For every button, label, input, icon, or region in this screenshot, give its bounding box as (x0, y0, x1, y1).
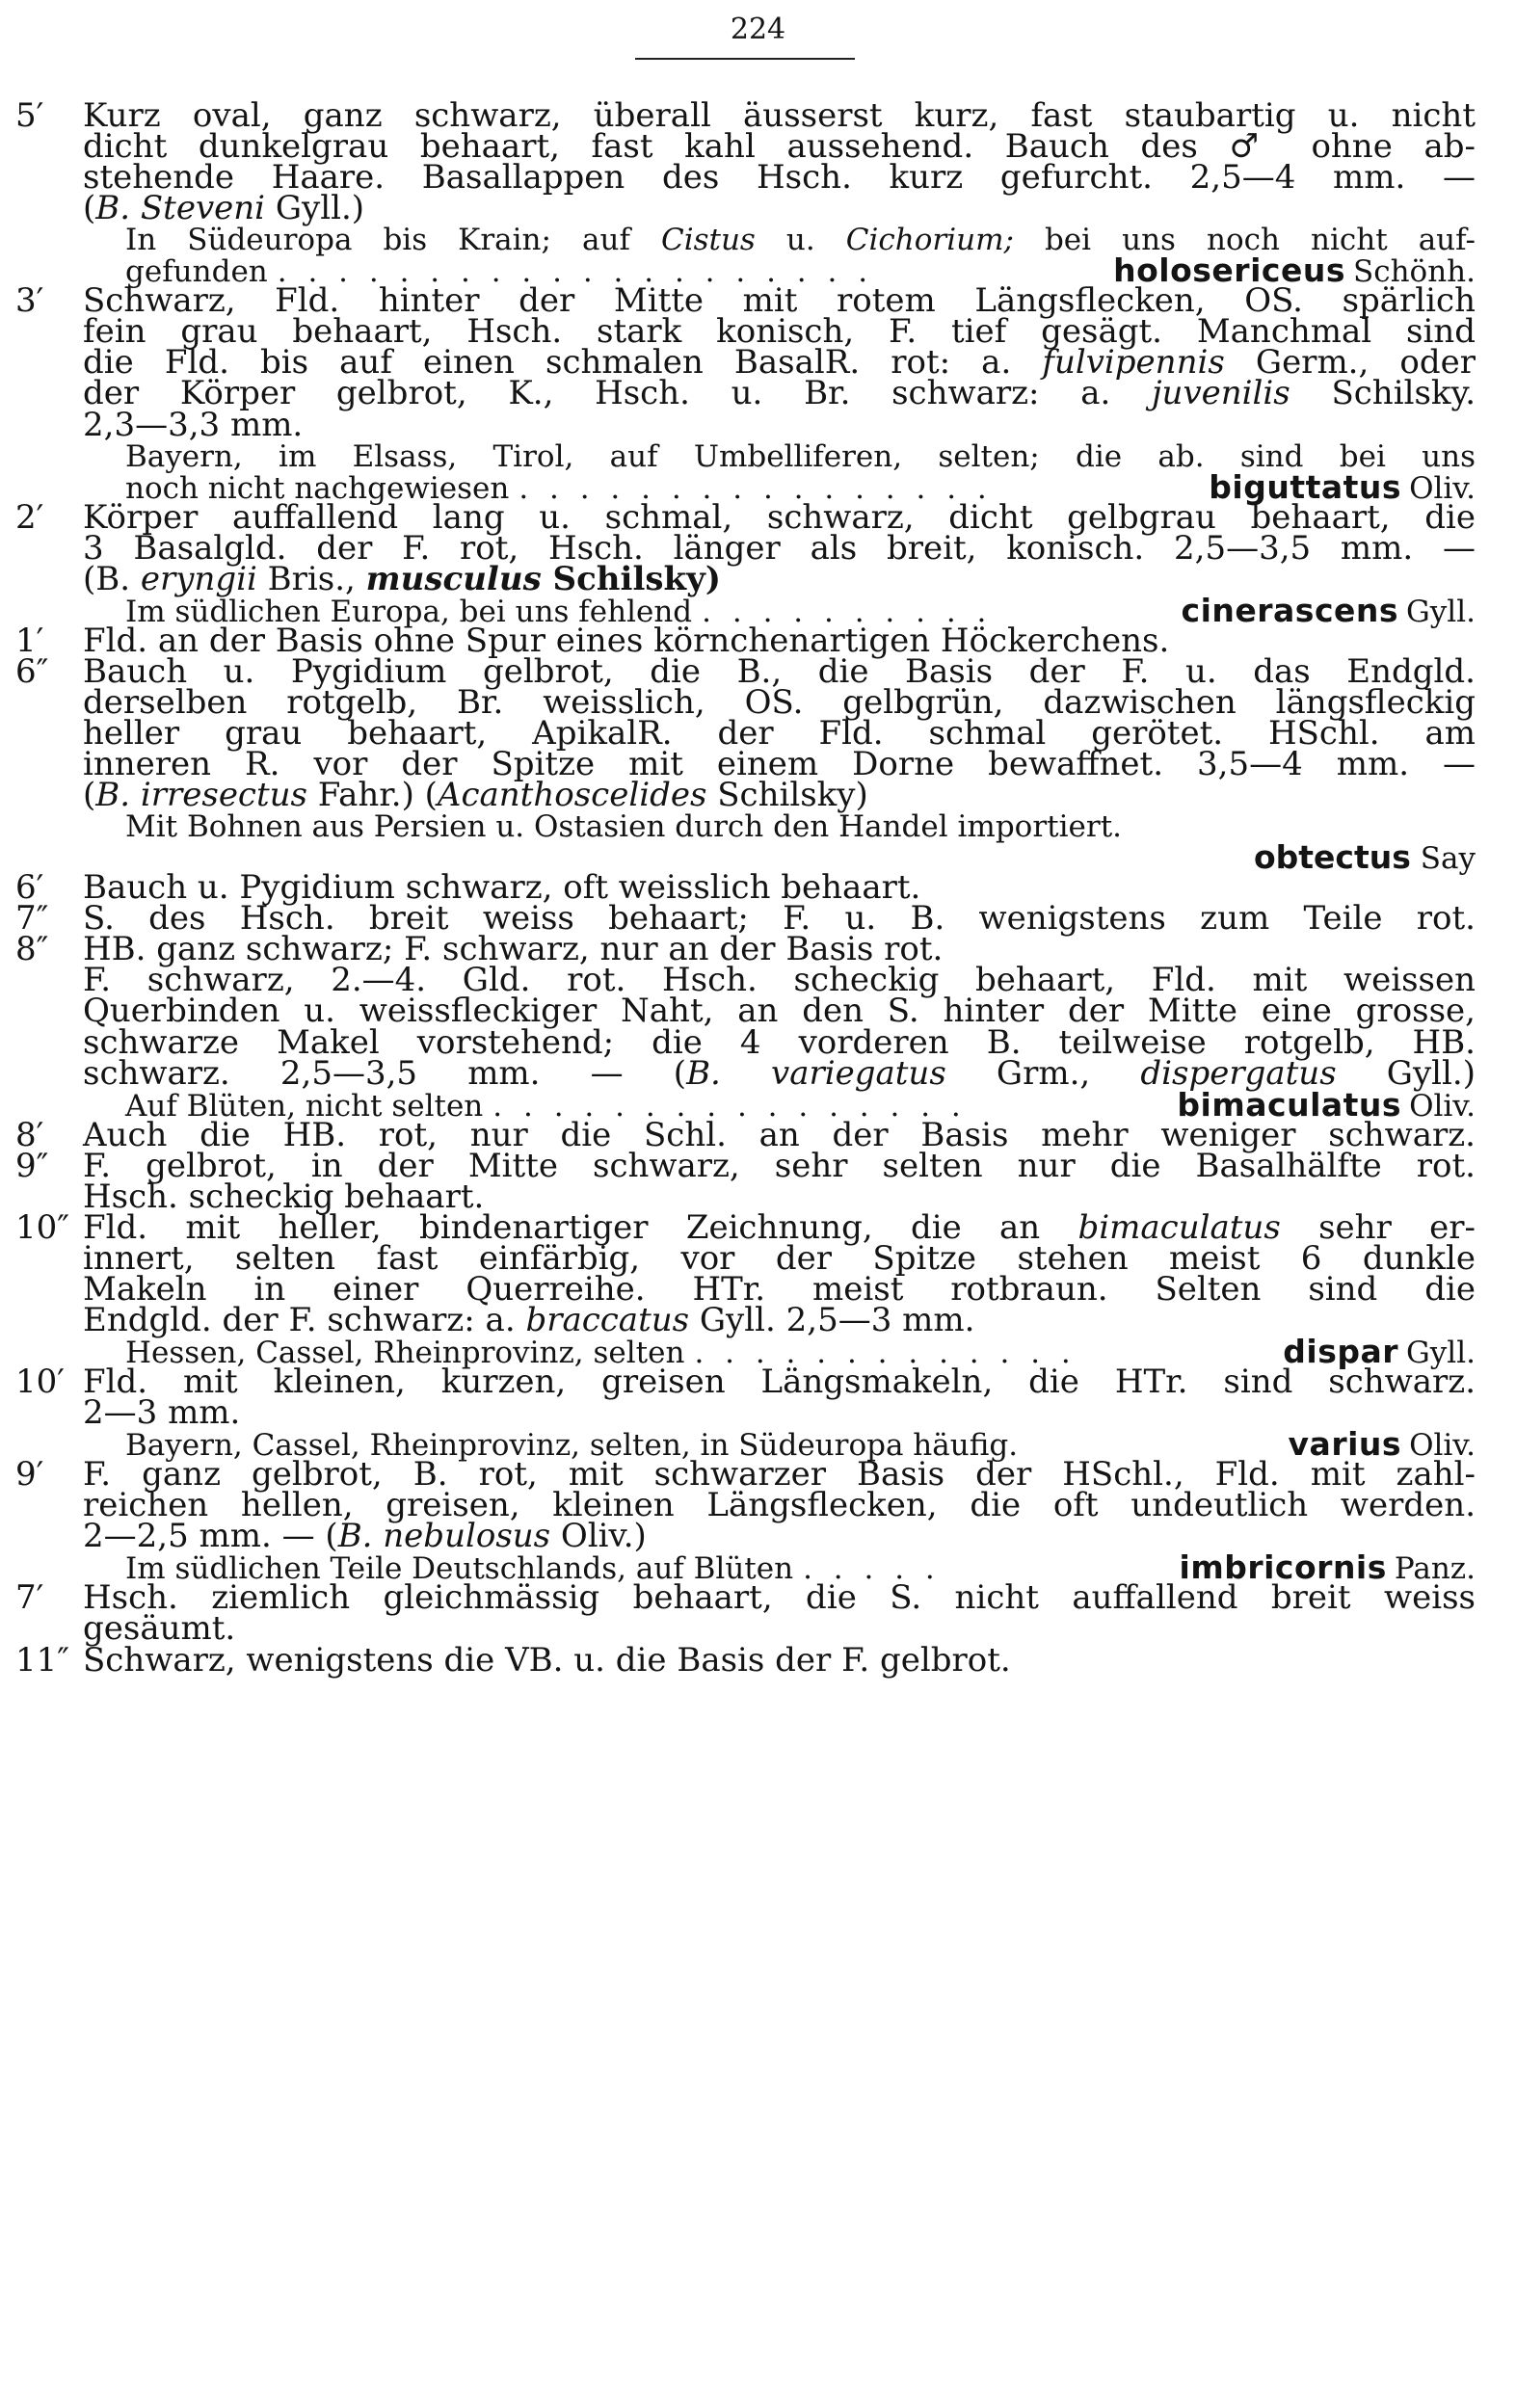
key-text-line: Kurz oval, ganz schwarz, überall äusserst kurz, fast staubartig u. nicht (83, 96, 1476, 135)
italic-run: B. Steveni (95, 189, 266, 228)
text-run: Bris., (256, 559, 366, 598)
text-run: Fahr.) ( (307, 776, 438, 815)
couplet-number: 9′ (15, 1455, 44, 1495)
key-text-line: derselben rotgelb, Br. weisslich, OS. gelbgrün, dazwischen längsfleckig (83, 682, 1476, 722)
couplet-number: 1′ (15, 621, 44, 660)
key-text-line: Auch die HB. rot, nur die Schl. an der Basis mehr weniger schwarz. (83, 1115, 1476, 1154)
key-text-line: heller grau behaart, ApikalR. der Fld. schmal gerötet. HSchl. am (83, 714, 1476, 753)
locality-text: Hessen, Cassel, Rheinprovinz, selten (125, 1336, 685, 1370)
key-text-line: inneren R. vor der Spitze mit einem Dorne bewaffnet. 3,5—4 mm. — (83, 745, 1476, 784)
key-text-line: S. des Hsch. breit weiss behaart; F. u. B. wenigstens zum Teile rot. (83, 899, 1476, 939)
couplet-number: 7″ (15, 899, 49, 939)
italic-run: Cistus (660, 223, 756, 258)
couplet-number: 10′ (15, 1363, 65, 1402)
species-author: Say (1420, 841, 1476, 877)
couplet-number: 5′ (15, 96, 44, 135)
locality-text: Auf Blüten, nicht selten (125, 1088, 484, 1124)
key-text-line: stehende Haare. Basallappen des Hsch. kurz gefurcht. 2,5—4 mm. — (83, 158, 1476, 198)
text-run: sehr er- (1280, 1207, 1476, 1247)
species-name: imbricornis (1179, 1548, 1387, 1587)
italic-run: fulvipennis (1042, 343, 1225, 383)
italic-run: eryngii (140, 559, 257, 598)
text-run: Grm., (945, 1053, 1141, 1093)
text-run: Oliv.) (550, 1517, 647, 1556)
locality-text: gefunden (125, 254, 268, 290)
couplet-number: 2′ (15, 497, 44, 537)
species-name: varius (1288, 1425, 1402, 1464)
italic-run: bimaculatus (1077, 1207, 1281, 1247)
key-text-line: HB. ganz schwarz; F. schwarz, nur an der Basis rot. (83, 930, 944, 969)
text-run: Schilsky) (706, 776, 868, 815)
key-text-line: Querbinden u. weissfleckiger Naht, an den S. hinter der Mitte eine grosse, (83, 992, 1476, 1031)
italic-run: B. nebulosus (337, 1517, 551, 1556)
species-name: bimaculatus (1177, 1085, 1402, 1124)
key-text-line: innert, selten fast einfärbig, vor der Spitze stehen meist 6 dunkle (83, 1238, 1476, 1278)
couplet-number: 10″ (15, 1207, 69, 1247)
text-run: Gyll. 2,5—3 mm. (689, 1300, 975, 1339)
text-run: Schilsky. (1290, 374, 1476, 413)
italic-run: B. variegatus (686, 1053, 946, 1093)
key-text-line: gesäumt. (83, 1609, 236, 1649)
key-text-line: Bauch u. Pygidium gelbrot, die B., die Basis der F. u. das Endgld. (83, 651, 1476, 691)
text-run: schwarz. 2,5—3,5 mm. — ( (83, 1053, 687, 1093)
leader-dots: . . . . . . . . . . (702, 594, 993, 629)
text-run: der Körper gelbrot, K., Hsch. u. Br. schwarz: a. (83, 374, 1152, 413)
species-author: Oliv. (1409, 1428, 1476, 1464)
key-text-line: F. schwarz, 2.—4. Gld. rot. Hsch. scheckig behaart, Fld. mit weissen (83, 961, 1476, 1000)
text-run: musculus (365, 559, 542, 598)
locality-text: Im südlichen Europa, bei uns fehlend (125, 594, 693, 629)
text-run: Germ., oder (1224, 343, 1476, 383)
key-text-line: Körper auffallend lang u. schmal, schwarz, dicht gelbgrau behaart, die (83, 497, 1476, 537)
text-run: Fld. mit heller, bindenartiger Zeichnung, die an (83, 1207, 1078, 1247)
leader-dots: . . . . . . . . . . . . . . . . (519, 470, 993, 506)
italic-run: B. irresectus (95, 776, 307, 815)
key-text-line: Bauch u. Pygidium schwarz, oft weisslich behaart. (83, 868, 921, 908)
locality-text: Im südlichen Teile Deutschlands, auf Blüten (125, 1551, 794, 1587)
species-name: holosericeus (1113, 251, 1345, 290)
key-text-line: F. gelbrot, in der Mitte schwarz, sehr selten nur die Basalhälfte rot. (83, 1146, 1476, 1185)
italic-run: Cichorium; (845, 223, 1014, 258)
key-text-line: Fld. mit kleinen, kurzen, greisen Längsmakeln, die HTr. sind schwarz. (83, 1363, 1476, 1402)
key-text-line: 2—3 mm. (83, 1393, 241, 1433)
text-run: 2—2,5 mm. — ( (83, 1517, 338, 1556)
locality-text: Bayern, Cassel, Rheinprovinz, selten, in Südeuropa häufig. (125, 1428, 1019, 1464)
species-author: Oliv. (1409, 1088, 1476, 1124)
species-author: Gyll. (1406, 1336, 1476, 1370)
leader-dots: . . . . . (803, 1551, 941, 1587)
text-run: die Fld. bis auf einen schmalen BasalR. rot: a. (83, 343, 1043, 383)
leader-dots: . . . . . . . . . . . . . (694, 1336, 1077, 1370)
couplet-number: 9″ (15, 1146, 49, 1185)
text-run: (B. (83, 559, 141, 598)
locality-text: Bayern, im Elsass, Tirol, auf Umbelliferen, selten; die ab. sind bei uns (125, 438, 1476, 474)
header-rule (635, 58, 855, 60)
couplet-number: 7′ (15, 1578, 44, 1618)
text-run: Schilsky) (541, 559, 721, 598)
species-author: Oliv. (1409, 470, 1476, 506)
key-text-line: Hsch. ziemlich gleichmässig behaart, die S. nicht auffallend breit weiss (83, 1578, 1476, 1618)
key-text-line: schwarze Makel vorstehend; die 4 vorderen B. teilweise rotgelb, HB. (83, 1022, 1476, 1062)
leader-dots: . . . . . . . . . . . . . . . . (492, 1088, 967, 1124)
key-text-line: fein grau behaart, Hsch. stark konisch, F. tief gesägt. Manchmal sind (83, 312, 1476, 352)
italic-run: juvenilis (1152, 374, 1290, 413)
species-author: Panz. (1394, 1551, 1476, 1587)
italic-run: dispergatus (1140, 1053, 1337, 1093)
text-run: ( (83, 776, 96, 815)
species-name: cinerascens (1181, 591, 1399, 629)
page-number: 224 (730, 13, 786, 46)
key-text-line: 3 Basalgld. der F. rot, Hsch. länger als breit, konisch. 2,5—3,5 mm. — (83, 528, 1476, 568)
key-text-line: dicht dunkelgrau behaart, fast kahl aussehend. Bauch des ♂ ohne ab- (83, 127, 1476, 167)
species-author: Schönh. (1352, 254, 1476, 290)
text-run: Gyll.) (265, 189, 365, 228)
couplet-number: 6″ (15, 651, 49, 691)
text-run: bei uns noch nicht auf- (1013, 223, 1476, 258)
text-run: In Südeuropa bis Krain; auf (125, 223, 661, 258)
text-run: ( (83, 189, 96, 228)
key-text-line: Hsch. scheckig behaart. (83, 1177, 485, 1216)
key-text-line: Makeln in einer Querreihe. HTr. meist rotbraun. Selten sind die (83, 1269, 1476, 1309)
text-run: u. (755, 223, 846, 258)
italic-run: Acanthoscelides (437, 776, 707, 815)
key-text-line: F. ganz gelbrot, B. rot, mit schwarzer Basis der HSchl., Fld. mit zahl- (83, 1455, 1476, 1495)
couplet-number: 8′ (15, 1115, 44, 1154)
species-name: dispar (1283, 1333, 1399, 1370)
leader-dots: . . . . . . . . . . . . . . . . . . . . (277, 254, 874, 290)
couplet-number: 8″ (15, 930, 49, 969)
species-author: Gyll. (1406, 594, 1476, 629)
couplet-number: 3′ (15, 281, 44, 321)
key-text-line: Schwarz, wenigstens die VB. u. die Basis der F. gelbrot. (83, 1640, 1011, 1680)
species-name: biguttatus (1209, 467, 1402, 506)
italic-run: braccatus (525, 1300, 690, 1339)
key-text-line: Schwarz, Fld. hinter der Mitte mit rotem Längsflecken, OS. spärlich (83, 281, 1476, 321)
couplet-number: 6′ (15, 868, 44, 908)
key-text-line: 2,3—3,3 mm. (83, 405, 304, 444)
couplet-number: 11″ (15, 1640, 69, 1680)
locality-text: Mit Bohnen aus Persien u. Ostasien durch den Handel importiert. (125, 809, 1123, 845)
key-line (0, 1641, 1516, 1680)
key-text-line: reichen hellen, greisen, kleinen Längsflecken, die oft undeutlich werden. (83, 1486, 1476, 1525)
text-run: Gyll.) (1336, 1053, 1476, 1093)
species-name: obtectus (1253, 838, 1411, 877)
text-run: Endgld. der F. schwarz: a. (83, 1300, 526, 1339)
key-text-line: Fld. an der Basis ohne Spur eines körnchenartigen Höckerchens. (83, 621, 1170, 660)
locality-text: noch nicht nachgewiesen (125, 470, 510, 506)
